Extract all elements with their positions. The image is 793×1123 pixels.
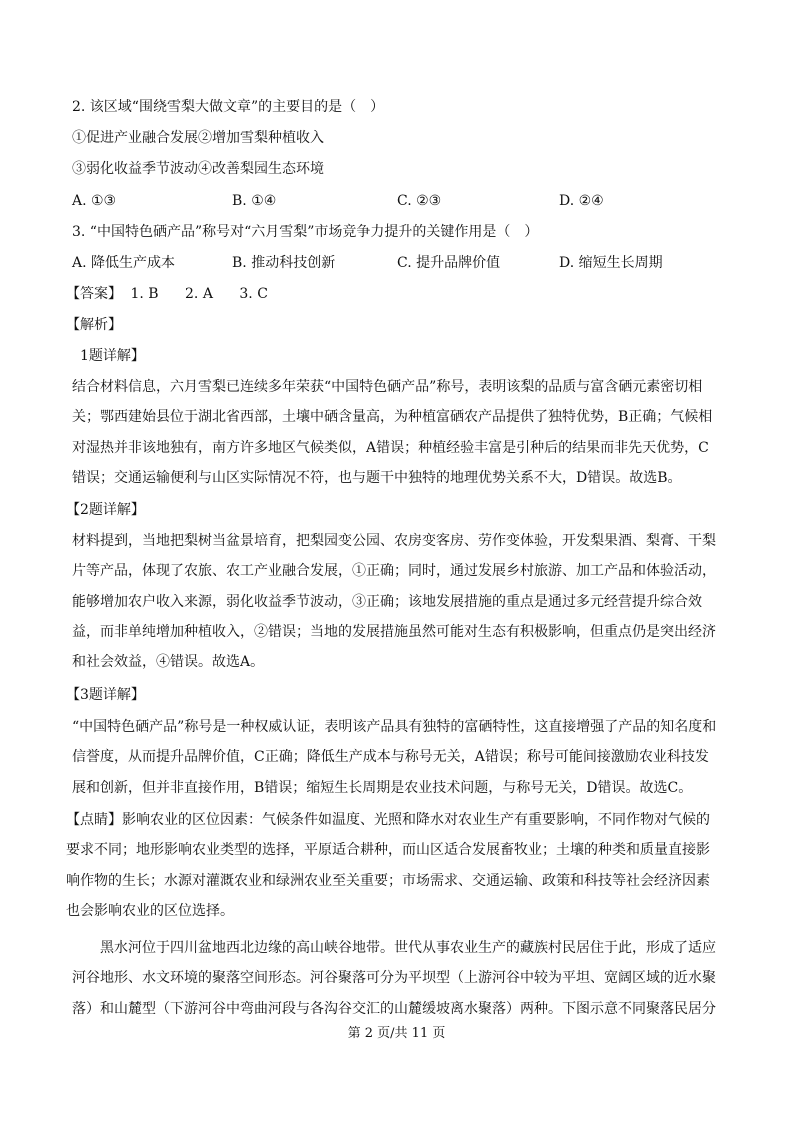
passage-paragraph: 黑水河位于四川盆地西北边缘的高山峡谷地带。世代从事农业生产的藏族村民居住于此，形成了适应河谷地形、水文环境的聚落空间形态。河谷聚落可分为平坝型（上游河谷中较为平坦、宽阔区域的近水聚落）和山麓型（下游河谷中弯曲河段与各沟谷交汇的山麓缓坡离水聚落）两种。下图示意不同聚落民居分 — [72, 940, 716, 1017]
question-2-choices-line-2: ③弱化收益季节波动④改善梨园生态环境 — [72, 161, 324, 177]
option-c: C. 提升品牌价值 — [397, 255, 501, 271]
question-2-choices-line-1: ①促进产业融合发展②增加雪梨种植收入 — [72, 130, 324, 146]
option-a: A. ①③ — [72, 193, 117, 209]
option-a: A. 降低生产成本 — [72, 255, 176, 271]
answer-line — [66, 284, 268, 304]
answer-2: 2. A — [185, 286, 213, 302]
detail-1-title: 1题详解】 — [80, 348, 145, 364]
answer-1: 1. B — [130, 286, 159, 302]
page-footer: 第 2 页/共 11 页 — [347, 1026, 446, 1041]
option-c: C. ②③ — [397, 193, 442, 209]
detail-3-title: 【3题详解】 — [66, 687, 145, 703]
analysis-label: 【解析】 — [66, 317, 122, 333]
option-d: D. ②④ — [559, 193, 604, 209]
option-b: B. 推动科技创新 — [232, 255, 336, 271]
detail-2-title: 【2题详解】 — [66, 502, 145, 518]
option-d: D. 缩短生长周期 — [559, 255, 663, 271]
answer-3: 3. C — [239, 286, 268, 302]
option-b: B. ①④ — [232, 193, 277, 209]
tip-text: 影响农业的区位因素：气候条件如温度、光照和降水对农业生产有重要影响，不同作物对气候的要求不同；地形影响农业类型的选择，平原适合耕种，而山区适合发展畜牧业；土壤的种类和质量直接影响作物的生长；水源对灌溉农业和绿洲农业至关重要；市场需求、交通运输、政策和科技等社会经济因素也会影响农业的区位选择。 — [66, 812, 710, 919]
detail-3-text: “中国特色硒产品”称号是一种权威认证，表明该产品具有独特的富硒特性，这直接增强了产品的知名度和信誉度，从而提升品牌价值，C正确；降低生产成本与称号无关，A错误；称号可能间接激励农业科技发展和创新，但并非直接作用，B错误；缩短生长周期是农业技术问题，与称号无关，D错误。故选C。 — [72, 719, 717, 796]
question-2-stem: 2. 该区域“围绕雪梨大做文章”的主要目的是（ ） — [72, 99, 385, 115]
detail-2-text: 材料提到，当地把梨树当盆景培育，把梨园变公园、农房变客房、劳作变体验，开发梨果酒、梨膏、干梨片等产品，体现了农旅、农工产业融合发展，①正确；同时，通过发展乡村旅游、加工产品和体验活动，能够增加农户收入来源，弱化收益季节波动，③正确；该地发展措施的重点是通过多元经营提升综合效益，而非单纯增加种植收入，②错误；当地的发展措施虽然可能对生态有积极影响，但重点仍是突出经济和社会效益，④错误。故选A。 — [72, 533, 716, 671]
tip-label: 【点睛】 — [66, 812, 122, 828]
question-3-stem: 3. “中国特色硒产品”称号对“六月雪梨”市场竞争力提升的关键作用是（ ） — [72, 224, 539, 240]
answer-label: 【答案】 — [66, 286, 122, 302]
tip-paragraph — [66, 805, 722, 926]
detail-1-text: 结合材料信息，六月雪梨已连续多年荣获“中国特色硒产品”称号，表明该梨的品质与富含硒元素密切相关；鄂西建始县位于湖北省西部，土壤中硒含量高，为种植富硒农产品提供了独特优势，B正确；气候相对湿热并非该地独有，南方许多地区气候类似，A错误；种植经验丰富是引种后的结果而非先天优势，C错误；交通运输便利与山区实际情况不符，也与题干中独特的地理优势关系不大，D错误。故选B。 — [72, 379, 713, 486]
